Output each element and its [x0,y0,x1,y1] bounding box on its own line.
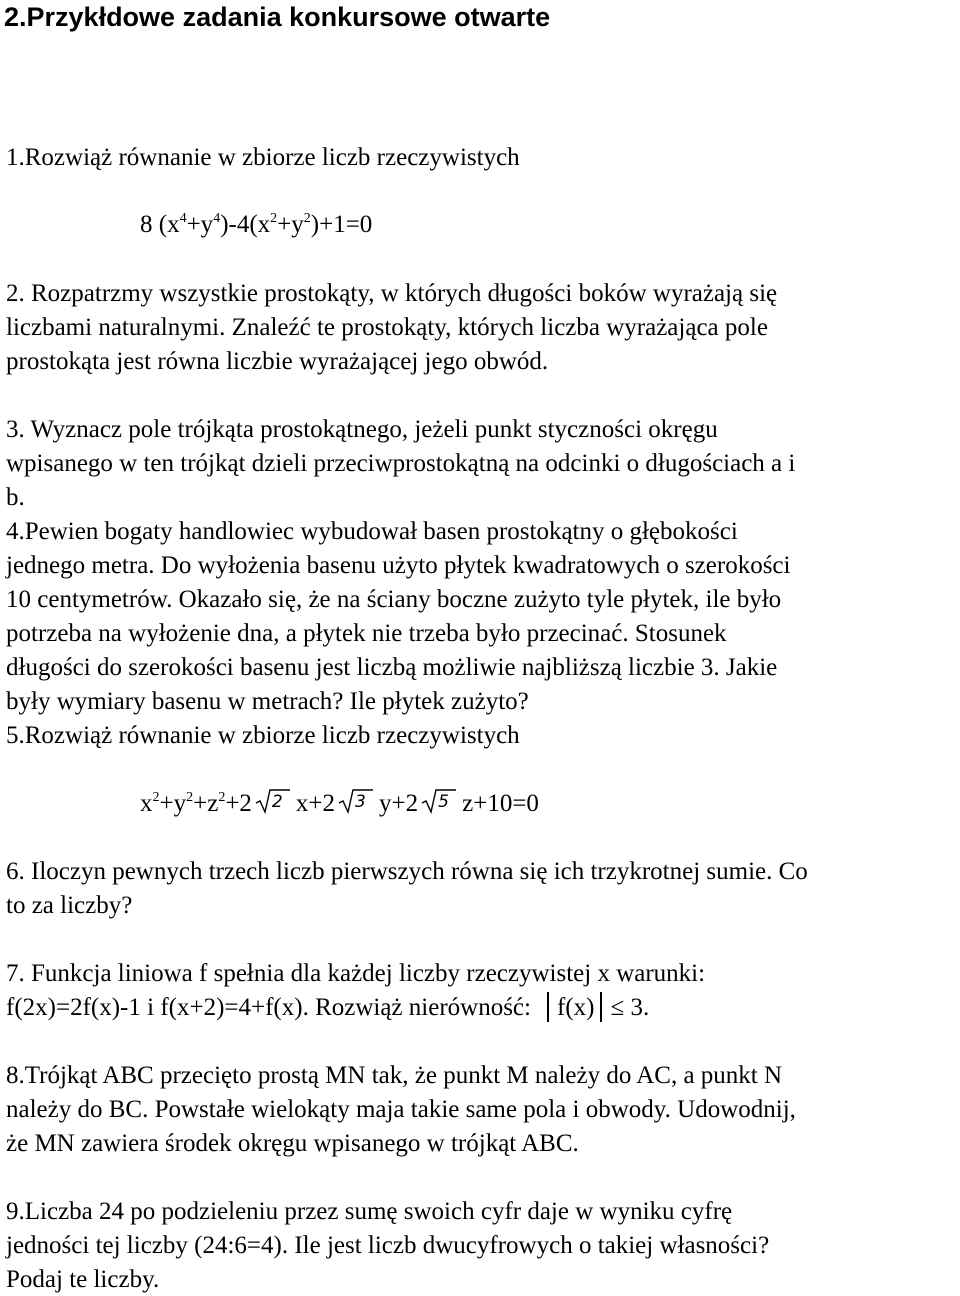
task-4-line: długości do szerokości basenu jest liczbą możliwie najbliższą liczbie 3. Jakie [6,654,778,681]
eq5-exponent: 2 [186,790,194,805]
eq5-part: +z [193,790,219,817]
task-2-line: 2. Rozpatrzmy wszystkie prostokąty, w których długości boków wyrażają się [6,280,778,307]
task-8-line: należy do BC. Powstałe wielokąty maja takie same pola i obwody. Udowodnij, [6,1096,796,1123]
eq1-exponent: 2 [303,211,311,226]
eq5-part: x+2 [295,790,336,817]
page-heading: 2.Przykłdowe zadania konkursowe otwarte [4,2,551,32]
eq5-part: z+10=0 [462,790,539,817]
eq1-part: 8 (x [140,211,180,238]
task-8-line: 8.Trójkąt ABC przecięto prostą MN tak, że punkt M należy do AC, a punkt N [6,1062,783,1089]
sqrt-radicand: 3 [355,792,366,812]
sqrt-radicand: 2 [271,792,283,812]
eq1-part: )+1=0 [310,211,373,238]
task-2-line: liczbami naturalnymi. Znaleźć te prostokąty, których liczba wyrażająca pole [6,314,768,341]
task-9-line: jedności tej liczby (24:6=4). Ile jest liczb dwucyfrowych o takiej własności? [6,1232,770,1259]
task-4-line: 4.Pewien bogaty handlowiec wybudował basen prostokątny o głębokości [6,518,738,545]
task-2-line: prostokąta jest równa liczbie wyrażającej jego obwód. [6,348,549,375]
eq1-part: +y [186,211,214,238]
sqrt-radicand: 5 [438,792,449,812]
task-4-line: potrzeba na wyłożenie dna, a płytek nie trzeba było przecinać. Stosunek [6,620,727,647]
eq5-exponent: 2 [218,790,226,805]
task-3-line: 3. Wyznacz pole trójkąta prostokątnego, jeżeli punkt styczności okręgu [6,416,718,443]
task-3-line: b. [6,484,25,511]
task-4-line: jednego metra. Do wyłożenia basenu użyto płytek kwadratowych o szerokości [6,552,791,579]
eq1-exponent: 4 [179,211,187,226]
eq1-part: +y [277,211,304,238]
task-8-line: że MN zawiera środek okręgu wpisanego w trójkąt ABC. [6,1130,579,1157]
sqrt-symbol [254,788,290,814]
eq1-part: )-4(x [220,211,271,238]
task-4-line: 10 centymetrów. Okazało się, że na ściany boczne zużyto tyle płytek, ile było [6,586,782,613]
eq5-part: +y [159,790,187,817]
eq5-part: x [140,790,153,817]
task-6-line: to za liczby? [6,892,133,919]
eq5-part: +2 [225,790,252,817]
task-7-conditions: f(2x)=2f(x)-1 i f(x+2)=4+f(x). Rozwiąż nierówność: [6,994,531,1021]
task-7-line: 7. Funkcja liniowa f spełnia dla każdej liczby rzeczywistej x warunki: [6,960,706,987]
task-5-text: 5.Rozwiąż równanie w zbiorze liczb rzeczywistych [6,722,520,749]
abs-inner: f(x) [556,994,595,1021]
inequality-rhs: ≤ 3. [610,994,650,1021]
eq5-part: y+2 [379,790,419,817]
task-5-equation [140,788,539,820]
task-1-text: 1.Rozwiąż równanie w zbiorze liczb rzeczywistych [6,144,520,171]
task-4-line: były wymiary basenu w metrach? Ile płytek zużyto? [6,688,529,715]
task-9-line: 9.Liczba 24 po podzieleniu przez sumę swoich cyfr daje w wyniku cyfrę [6,1198,733,1225]
eq1-exponent: 4 [213,211,221,226]
abs-bar-right [600,992,602,1022]
eq1-exponent: 2 [270,211,278,226]
sqrt-symbol [420,788,456,814]
sqrt-symbol [337,788,373,814]
task-1-equation [140,209,372,241]
task-7-inequality-line [6,992,649,1024]
task-6-line: 6. Iloczyn pewnych trzech liczb pierwszych równa się ich trzykrotnej sumie. Co [6,858,808,885]
task-9-line: Podaj te liczby. [6,1266,160,1293]
task-3-line: wpisanego w ten trójkąt dzieli przeciwprostokątną na odcinki o długościach a i [6,450,796,477]
abs-bar-left [547,992,549,1022]
eq5-exponent: 2 [152,790,160,805]
